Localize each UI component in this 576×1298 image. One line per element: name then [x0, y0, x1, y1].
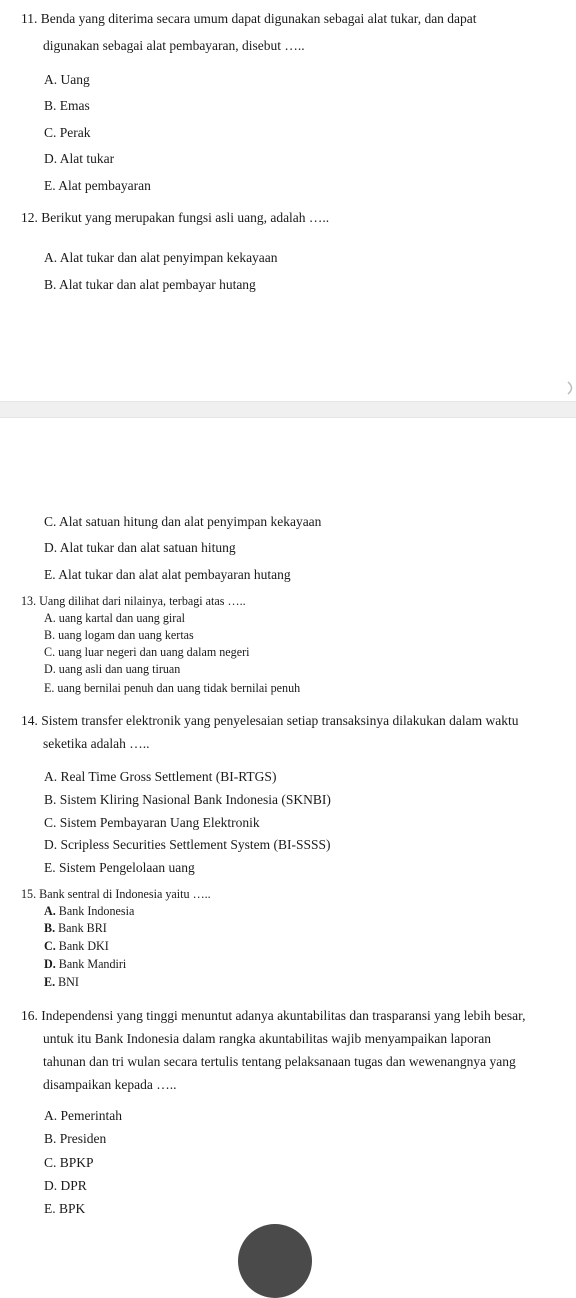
q14-option-a: A. Real Time Gross Settlement (BI-RTGS): [44, 769, 277, 784]
q15-option-d: [44, 956, 126, 972]
q13-option-c: C. uang luar negeri dan uang dalam negeri: [44, 644, 250, 659]
q12-option-e: E. Alat tukar dan alat alat pembayaran hutang: [44, 567, 291, 582]
q11-stem-line1: 11. Benda yang diterima secara umum dapat digunakan sebagai alat tukar, dan dapat: [21, 11, 477, 26]
q13-option-a: A. uang kartal dan uang giral: [44, 610, 186, 625]
q14-option-b: B. Sistem Kliring Nasional Bank Indonesia (SKNBI): [44, 792, 331, 807]
q15-option-c: [44, 938, 109, 954]
q16-option-b: B. Presiden: [44, 1131, 107, 1146]
q13-stem: 13. Uang dilihat dari nilainya, terbagi atas …..: [21, 593, 246, 608]
q15-option-c-letter: C.: [44, 938, 56, 953]
q12-stem: 12. Berikut yang merupakan fungsi asli uang, adalah …..: [21, 210, 330, 225]
q11-option-b: B. Emas: [44, 98, 90, 113]
q11-stem-line2: digunakan sebagai alat pembayaran, disebut …..: [43, 38, 305, 53]
q16-stem-line1: 16. Independensi yang tinggi menuntut adanya akuntabilitas dan trasparansi yang lebih besar,: [21, 1008, 526, 1023]
q16-stem-line2: untuk itu Bank Indonesia dalam rangka akuntabilitas wajib menyampaikan laporan: [43, 1031, 491, 1046]
q12-option-a: A. Alat tukar dan alat penyimpan kekayaan: [44, 250, 278, 265]
q14-option-d: D. Scripless Securities Settlement System (BI-SSSS): [44, 837, 331, 852]
q15-option-b-letter: B.: [44, 920, 56, 935]
q13-option-b: B. uang logam dan uang kertas: [44, 627, 194, 642]
q11-option-a: A. Uang: [44, 72, 90, 87]
q13-option-d: D. uang asli dan uang tiruan: [44, 661, 181, 676]
q15-option-a-text: Bank Indonesia: [58, 903, 135, 918]
q15-option-a: [44, 903, 134, 919]
q15-option-d-letter: D.: [44, 956, 56, 971]
q15-option-e: [44, 974, 79, 990]
q14-stem-line1: 14. Sistem transfer elektronik yang penyelesaian setiap transaksinya dilakukan dalam waktu: [21, 713, 519, 728]
q13-option-e: E. uang bernilai penuh dan uang tidak bernilai penuh: [44, 680, 301, 695]
q16-option-c: C. BPKP: [44, 1155, 94, 1170]
q12-option-c: C. Alat satuan hitung dan alat penyimpan kekayaan: [44, 514, 322, 529]
q16-option-a: A. Pemerintah: [44, 1108, 122, 1123]
q16-stem-line4: disampaikan kepada …..: [43, 1077, 177, 1092]
q15-option-e-text: BNI: [58, 974, 79, 989]
q11-option-c: C. Perak: [44, 125, 91, 140]
page-break-band: [0, 401, 576, 418]
q12-option-d: D. Alat tukar dan alat satuan hitung: [44, 540, 236, 555]
q16-option-d: D. DPR: [44, 1178, 87, 1193]
floating-action-button[interactable]: [238, 1224, 312, 1298]
q15-option-b: [44, 920, 107, 936]
q16-option-e: E. BPK: [44, 1201, 86, 1216]
q15-option-b-text: Bank BRI: [58, 920, 107, 935]
q12-option-b: B. Alat tukar dan alat pembayar hutang: [44, 277, 256, 292]
q11-option-e: E. Alat pembayaran: [44, 178, 151, 193]
q15-option-c-text: Bank DKI: [58, 938, 109, 953]
q15-option-d-text: Bank Mandiri: [58, 956, 127, 971]
q15-option-e-letter: E.: [44, 974, 56, 989]
q14-option-e: E. Sistem Pengelolaan uang: [44, 860, 195, 875]
q14-option-c: C. Sistem Pembayaran Uang Elektronik: [44, 815, 260, 830]
q14-stem-line2: seketika adalah …..: [43, 736, 150, 751]
q16-stem-line3: tahunan dan tri wulan secara tertulis tentang pelaksanaan tugas dan wewenangnya yang: [43, 1054, 516, 1069]
q11-option-d: D. Alat tukar: [44, 151, 115, 166]
scroll-hint-icon: [566, 381, 576, 395]
q15-option-a-letter: A.: [44, 903, 56, 918]
q15-stem: 15. Bank sentral di Indonesia yaitu …..: [21, 886, 211, 901]
